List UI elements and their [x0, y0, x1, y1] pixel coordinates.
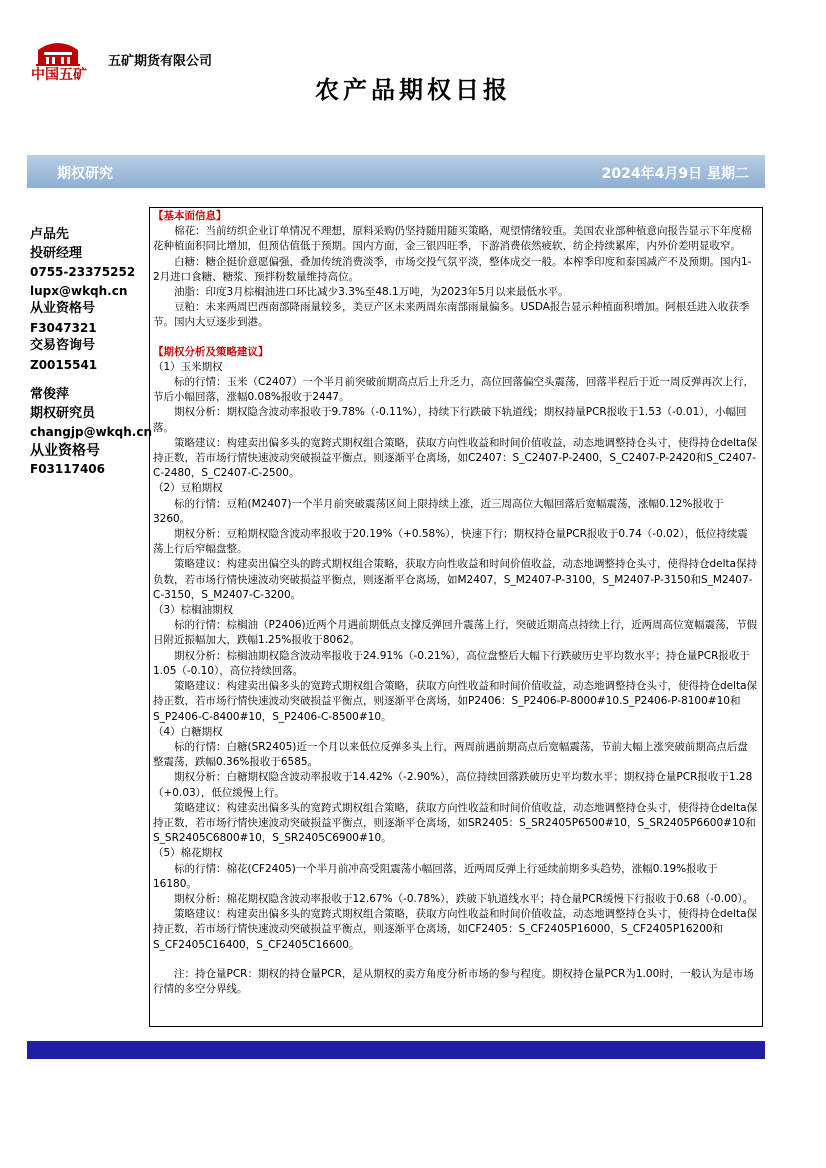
cert-number: F03117406	[30, 462, 105, 476]
section-title: 【基本面信息】	[153, 210, 227, 222]
item-advice: 策略建议：构建卖出偏空头的跨式期权组合策略，获取方向性收益和时间价值收益，动态地调整持仓头寸，使得持仓delta保持负数，若市场行情快速波动突破损益平衡点，则逐渐平仓离场，如M2407，S_M2407-P-3100，S_M2407-P-3150和S_M2407-C-3150，S_M2407-C-3200。	[153, 558, 758, 601]
banner-section: 期权研究	[57, 166, 113, 182]
section-title: 【期权分析及策略建议】	[153, 345, 269, 358]
analyst-role: 期权研究员	[30, 405, 96, 421]
cert-label: 从业资格号	[30, 301, 96, 316]
analyst-phone: 0755-23375252	[30, 265, 136, 279]
analyst-sidebar	[30, 226, 153, 479]
cert-label: 从业资格号	[30, 442, 100, 459]
item-advice: 策略建议：构建卖出偏多头的宽跨式期权组合策略，获取方向性收益和时间价值收益，动态地调整持仓头寸，使得持仓delta保持正数，若市场行情快速波动突破损益平衡点，则逐渐平仓离场，如C2407：S_C2407-P-2400，S_C2407-P-2420和S_C2407-C-2480，S_C2407-C-2500。	[153, 436, 758, 480]
paragraph: 油脂：印度3月棕榈油进口环比减少3.3%至48.1万吨，为2023年5月以来最低水平。	[174, 286, 569, 299]
logo-text: 中国五矿	[31, 67, 87, 83]
analyst-name: 常俊萍	[30, 387, 70, 402]
page-title: 农产品期权日报	[315, 76, 511, 104]
item-market: 标的行情：玉米（C2407）一个半月前突破前期高点后上升乏力，高位回落偏空头震荡，回落半程后于近一周反弹再次上行，节后小幅回落，涨幅0.08%报收于2447。	[153, 376, 755, 404]
banner-date: 2024年4月9日 星期二	[601, 166, 749, 182]
item-market: 标的行情：棉花(CF2405)一个半月前冲高受阻震荡小幅回落，近两周反弹上行延续前期多头趋势，涨幅0.19%报收于16180。	[153, 862, 718, 890]
item-market: 标的行情：豆粕(M2407)一个半月前突破震荡区间上限持续上涨，近三周高位大幅回落后宽幅震荡，涨幅0.12%报收于3260。	[153, 497, 724, 525]
analyst-email[interactable]: changjp@wkqh.cn	[30, 425, 153, 439]
item-analysis: 期权分析：白糖期权隐含波动率报收于14.42%（-2.90%），高位持续回落跌破历史平均数水平；期权持仓量PCR报收于1.28（+0.03），低位缓慢上行。	[153, 771, 753, 799]
item-market: 标的行情：白糖(SR2405)近一个月以来低位反弹多头上行，两周前遇前期高点后宽幅震荡，节前大幅上涨突破前期高点后盘整震荡，跌幅0.36%报收于6585。	[153, 740, 748, 769]
item-advice: 策略建议：构建卖出偏多头的宽跨式期权组合策略，获取方向性收益和时间价值收益，动态地调整持仓头寸，使得持仓delta保持正数，若市场行情快速波动突破损益平衡点，则逐渐平仓离场，如CF2405：S_CF2405P16000，S_CF2405P16200和S_CF2405C16400，S_CF2405C16600。	[153, 908, 758, 951]
analyst-name: 卢品先	[30, 227, 70, 242]
item-analysis: 期权分析：期权隐含波动率报收于9.78%（-0.11%），持续下行跌破下轨道线；期权持量PCR报收于1.53（-0.01），小幅回落。	[153, 406, 747, 434]
item-analysis: 期权分析：棕榈油期权隐含波动率报收于24.91%（-0.21%），高位盘整后大幅下行跌破历史平均数水平；持仓量PCR报收于1.05（-0.10），高位持续回落。	[153, 649, 750, 677]
report-content	[149, 207, 763, 1027]
paragraph: 棉花：当前纺织企业订单情况不理想，原料采购仍坚持随用随买策略，观望情绪较重。美国农业部种植意向报告显示下年度棉花种植面积同比增加，但预估值低于预期。国内方面，金三银四旺季，下游消费依然疲软，纺企持续累库，内外价差明显收窄。	[153, 225, 752, 253]
item-advice: 策略建议：构建卖出偏多头的宽跨式期权组合策略，获取方向性收益和时间价值收益，动态地调整持仓头寸，使得持仓delta保持正数，若市场行情快速波动突破损益平衡点，则逐渐平仓离场，如SR2405：S_SR2405P6500#10，S_SR2405P6600#10和S_SR2405C6800#10，S_SR2405C6900#10。	[153, 801, 758, 845]
footer-bar	[27, 1041, 765, 1059]
cert-number: F3047321	[30, 320, 97, 335]
item-heading: （4）白糖期权	[153, 725, 223, 738]
section-banner	[27, 155, 765, 188]
item-analysis: 期权分析：豆粕期权隐含波动率报收于20.19%（+0.58%），快速下行；期权持仓量PCR报收于0.74（-0.02），低位持续震荡上行后窄幅盘整。	[153, 528, 748, 556]
consult-label: 交易咨询号	[30, 338, 96, 353]
paragraph: 豆粕：未来两周巴西南部降雨量较多，美豆产区未来两周东南部雨量偏多。USDA报告显示种植面积增加。阿根廷进入收获季节。国内大豆逐步到港。	[153, 301, 750, 329]
item-heading: （2）豆粕期权	[153, 482, 223, 495]
note: 注：持仓量PCR：期权的持仓量PCR，是从期权的卖方角度分析市场的参与程度。期权持仓量PCR为1.00时，一般认为是市场行情的多空分界线。	[153, 967, 754, 995]
item-heading: （3）棕榈油期权	[153, 604, 234, 617]
paragraph: 白糖：糖企挺价意愿偏强，叠加传统消费淡季，市场交投气氛平淡，整体成交一般。本榨季印度和泰国减产不及预期。国内1-2月进口食糖、糖浆、预拌粉数量维持高位。	[153, 255, 752, 283]
item-market: 标的行情：棕榈油（P2406)近两个月遇前期低点支撑反弹回升震荡上行，突破近期高点持续上行，近两周高位宽幅震荡，节假日附近振幅加大，跌幅1.25%报收于8062。	[153, 619, 758, 647]
consult-number: Z0015541	[30, 357, 98, 372]
analyst-email[interactable]: lupx@wkqh.cn	[30, 283, 128, 298]
item-heading: （1）玉米期权	[153, 360, 223, 373]
item-advice: 策略建议：构建卖出偏多头的宽跨式期权组合策略，获取方向性收益和时间价值收益，动态地调整持仓头寸，使得持仓delta保持正数，若市场行情快速波动突破损益平衡点，则逐渐平仓离场，如P2406：S_P2406-P-8000#10.S_P2406-P-8100#10和S_P2406-C-8400#10，S_P2406-C-8500#10。	[153, 680, 758, 723]
company-name: 五矿期货有限公司	[108, 54, 213, 69]
item-heading: （5）棉花期权	[153, 847, 223, 860]
item-analysis: 期权分析：棉花期权隐含波动率报收于12.67%（-0.78%），跌破下轨道线水平；持仓量PCR缓慢下行报收于0.68（-0.00）。	[174, 892, 754, 905]
analyst-role: 投研经理	[30, 245, 83, 261]
